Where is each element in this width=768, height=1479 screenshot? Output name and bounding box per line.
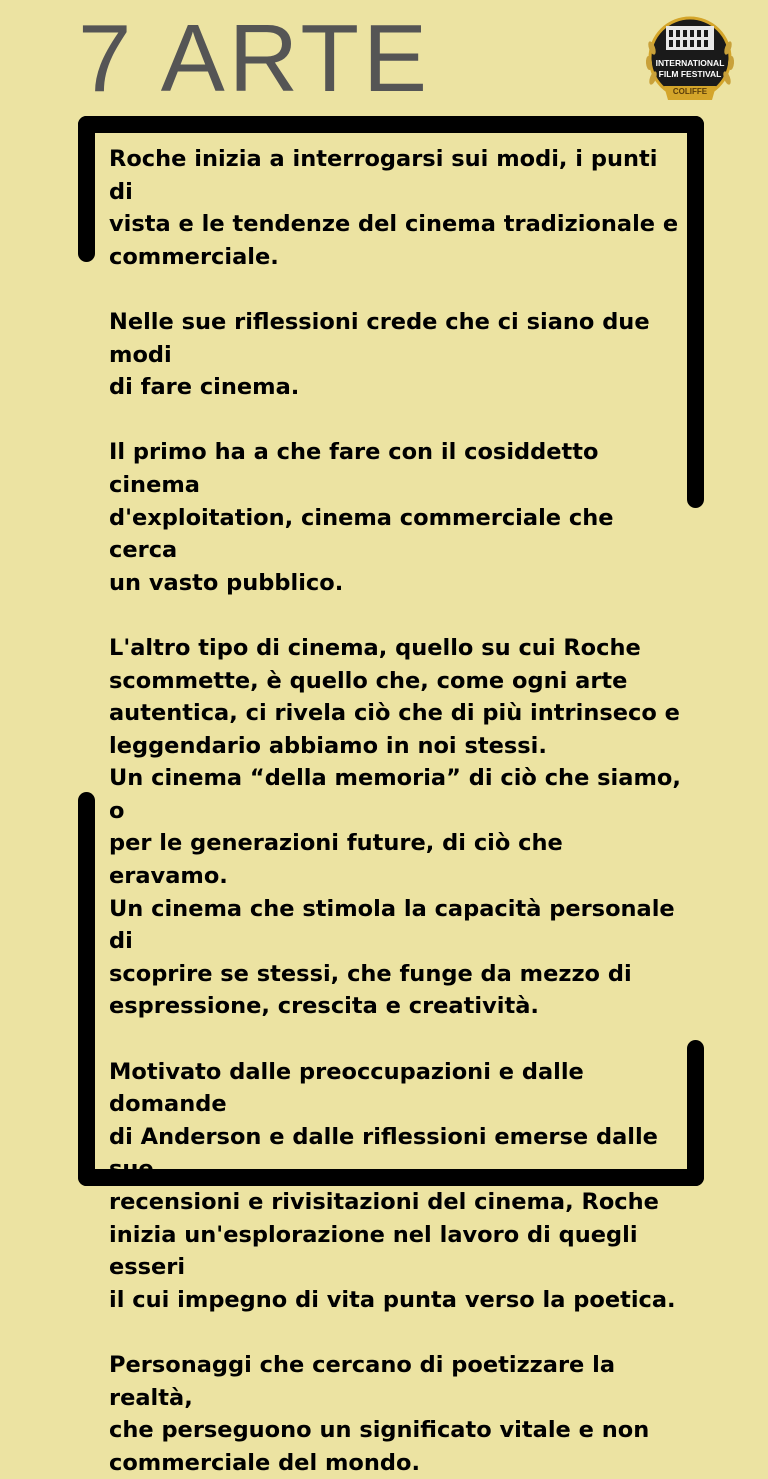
colosseum-icon — [666, 26, 714, 50]
paragraph-exploitation: Il primo ha a che fare con il cosiddetto cinema d'exploitation, cinema commerciale che cerca un vasto pubblico. — [109, 439, 614, 596]
paragraph-two-ways: Nelle sue riflessioni crede che ci siano due modi di fare cinema. — [109, 308, 650, 401]
logo-line-film-festival: FILM FESTIVAL — [658, 69, 722, 79]
frame-right-upper-bar — [687, 116, 704, 508]
frame-left-upper-bar — [78, 116, 95, 262]
paragraph-authentic-cinema: L'altro tipo di cinema, quello su cui Roche scommette, è quello che, come ogni arte autentica, ci rivela ciò che di più intrinseco e leggendario abbiamo in noi stessi. Un cinema “della memoria” di ciò che siamo, o per le generazioni future, di ciò che eravamo. Un cinema che stimola la capacità personale di scoprire se stessi, che funge da mezzo di espressione, crescita e creatività. — [109, 634, 681, 1020]
page-title: 7 ARTE — [78, 5, 432, 112]
article-body — [109, 143, 689, 1479]
frame-right-lower-bar — [687, 1040, 704, 1186]
festival-logo — [640, 8, 740, 108]
logo-line-coliffe: COLIFFE — [672, 87, 708, 96]
frame-left-lower-bar — [78, 792, 95, 1186]
logo-line-international: INTERNATIONAL — [655, 58, 725, 68]
paragraph-intro: Roche inizia a interrogarsi sui modi, i punti di vista e le tendenze del cinema tradizionale e commerciale. — [109, 146, 679, 270]
frame-top-bar — [78, 116, 704, 133]
paragraph-motivation: Motivato dalle preoccupazioni e dalle domande di Anderson e dalle riflessioni emerse dalle sue recensioni e rivisitazioni del cinema, Roche inizia un'esplorazione nel lavoro di quegli esseri il cui impegno di vita punta verso la poetica. — [109, 1058, 676, 1313]
paragraph-characters: Personaggi che cercano di poetizzare la realtà, che perseguono un significato vitale e non commerciale del mondo. — [109, 1351, 650, 1476]
